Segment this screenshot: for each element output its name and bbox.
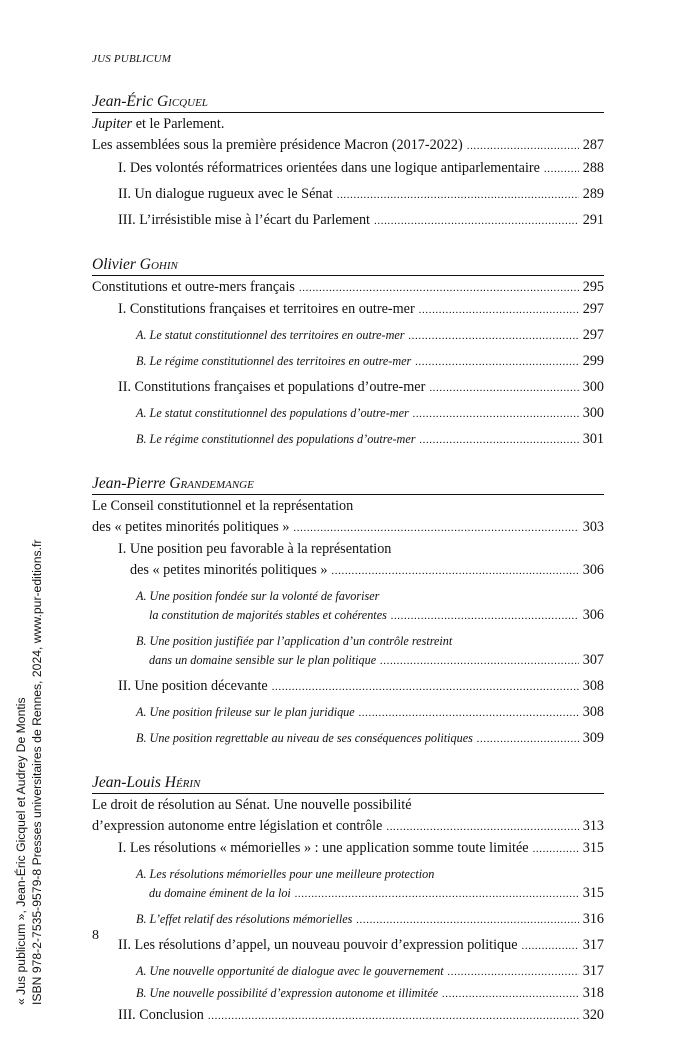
author-name — [92, 255, 604, 274]
author-last-name: Grandemange — [169, 475, 254, 492]
entry-text: II. Constitutions françaises et populations d’outre-mer — [118, 379, 426, 395]
entry-text: d’expression autonome entre législation et contrôle — [92, 818, 383, 834]
entry-page: 313 — [582, 818, 604, 834]
entry-text: B. Une position regrettable au niveau de ses conséquences politiques — [136, 731, 473, 745]
dot-leader — [356, 910, 578, 931]
entry-line2 — [118, 560, 604, 582]
side-credit-line1: « Jus publicum », Jean-Éric Gicquel et Audrey De Montis — [14, 697, 28, 1005]
entry-page: 308 — [582, 678, 604, 694]
toc-subentry[interactable] — [92, 325, 604, 347]
author-name — [92, 92, 604, 111]
dot-leader — [419, 300, 579, 321]
dot-leader — [272, 677, 579, 698]
toc-entry[interactable] — [92, 184, 604, 206]
section-rule — [92, 112, 604, 113]
dot-leader — [374, 211, 579, 232]
toc-subentry[interactable] — [92, 429, 604, 451]
toc-subentry[interactable] — [92, 909, 604, 931]
entry-page: 308 — [582, 704, 604, 720]
entry-text: II. Une position décevante — [118, 678, 268, 694]
author-first-name: Jean-Éric — [92, 93, 157, 110]
author-last-name: Hérin — [164, 774, 201, 791]
entry-page: 297 — [582, 301, 604, 317]
toc-entry[interactable] — [92, 676, 604, 698]
entry-page: 291 — [582, 212, 604, 228]
entry-page: 318 — [582, 985, 604, 1001]
entry-text: II. Les résolutions d’appel, un nouveau pouvoir d’expression politique — [118, 937, 518, 953]
entry-page: 299 — [582, 353, 604, 369]
toc-entry[interactable] — [92, 377, 604, 399]
author-first-name: Olivier — [92, 256, 140, 273]
entry-page: 316 — [582, 911, 604, 927]
dot-leader — [522, 936, 579, 957]
entry-text: dans un domaine sensible sur le plan politique — [149, 653, 377, 667]
entry-text-line1: A. Les résolutions mémorielles pour une meilleure protection — [136, 867, 435, 881]
toc-subentry-multiline[interactable] — [92, 631, 604, 672]
entry-text: B. L’effet relatif des résolutions mémorielles — [136, 912, 353, 926]
author-last-name: Gicquel — [156, 93, 208, 110]
toc-entry[interactable] — [92, 838, 604, 860]
entry-page: 303 — [582, 519, 604, 535]
entry-text: du domaine éminent de la loi — [149, 886, 291, 900]
entry-text: A. Une position frileuse sur le plan juridique — [136, 705, 355, 719]
author-name — [92, 773, 604, 792]
toc-subentry[interactable] — [92, 728, 604, 750]
dot-leader — [467, 136, 579, 157]
dot-leader — [295, 884, 579, 905]
toc-subentry[interactable] — [92, 351, 604, 373]
entry-page: 287 — [582, 137, 604, 153]
toc-entry-main[interactable] — [92, 135, 604, 157]
entry-text: A. Le statut constitutionnel des populations d’outre-mer — [136, 406, 409, 420]
entry-text: des « petites minorités politiques » — [92, 519, 290, 535]
entry-text: B. Le régime constitutionnel des territoires en outre-mer — [136, 354, 412, 368]
dot-leader — [409, 326, 579, 347]
entry-text: I. Constitutions françaises et territoires en outre-mer — [118, 301, 415, 317]
section-rule — [92, 793, 604, 794]
toc-entry[interactable] — [92, 158, 604, 180]
toc-subentry[interactable] — [92, 403, 604, 425]
entry-text: Constitutions et outre-mers français — [92, 279, 295, 295]
entry-page: 320 — [582, 1007, 604, 1023]
entry-page: 301 — [582, 431, 604, 447]
article-title-line: Le Conseil constitutionnel et la représentation — [92, 498, 354, 514]
entry-text: Les assemblées sous la première présidence Macron (2017-2022) — [92, 137, 463, 153]
toc-entry-multiline[interactable] — [92, 539, 604, 582]
entry-page: 307 — [582, 652, 604, 668]
entry-page: 300 — [582, 379, 604, 395]
dot-leader — [448, 962, 579, 983]
entry-text: A. Une nouvelle opportunité de dialogue avec le gouvernement — [136, 964, 444, 978]
toc-section-herin — [92, 773, 604, 1027]
entry-line2 — [136, 605, 604, 627]
toc-section-gohin — [92, 255, 604, 451]
entry-text: A. Le statut constitutionnel des territoires en outre-mer — [136, 328, 405, 342]
dot-leader — [380, 651, 579, 672]
entry-page: 306 — [582, 607, 604, 623]
toc-subentry-multiline[interactable] — [92, 586, 604, 627]
dot-leader — [429, 378, 578, 399]
entry-page: 297 — [582, 327, 604, 343]
toc-section-gicquel — [92, 92, 604, 232]
dot-leader — [533, 839, 579, 860]
toc-subentry[interactable] — [92, 961, 604, 983]
entry-text: II. Un dialogue rugueux avec le Sénat — [118, 186, 333, 202]
dot-leader — [477, 729, 579, 750]
author-name — [92, 474, 604, 493]
section-rule — [92, 494, 604, 495]
dot-leader — [337, 185, 579, 206]
author-last-name: Gohin — [139, 256, 178, 273]
entry-text: I. Les résolutions « mémorielles » : une application somme toute limitée — [118, 840, 529, 856]
dot-leader — [544, 159, 579, 180]
entry-page: 300 — [582, 405, 604, 421]
author-first-name: Jean-Louis — [92, 774, 165, 791]
entry-page: 289 — [582, 186, 604, 202]
side-credit-line2: ISBN 978-2-7535-9579-8 Presses universitaires de Rennes, 2024, www.pur-editions.fr — [29, 539, 44, 1005]
page-number: 8 — [92, 928, 99, 943]
entry-line2 — [136, 883, 604, 905]
toc-subentry[interactable] — [92, 983, 604, 1005]
toc-entry[interactable] — [92, 299, 604, 321]
entry-text: B. Le régime constitutionnel des populations d’outre-mer — [136, 432, 416, 446]
entry-text: I. Des volontés réformatrices orientées dans une logique antiparlementaire — [118, 160, 540, 176]
toc-section-grandemange — [92, 474, 604, 750]
entry-page: 317 — [582, 963, 604, 979]
entry-page: 288 — [582, 160, 604, 176]
article-title-line: Le droit de résolution au Sénat. Une nouvelle possibilité — [92, 797, 412, 813]
toc-entry-main[interactable] — [92, 277, 604, 299]
toc-entry-main[interactable] — [92, 517, 604, 539]
entry-text-line1: I. Une position peu favorable à la représentation — [118, 541, 392, 557]
entry-text: III. Conclusion — [118, 1007, 204, 1023]
toc-entry-main[interactable] — [92, 816, 604, 838]
dot-leader — [413, 404, 579, 425]
entry-text-line1: B. Une position justifiée par l’application d’un contrôle restreint — [136, 634, 453, 648]
author-first-name: Jean-Pierre — [92, 475, 170, 492]
table-of-contents — [92, 92, 604, 1050]
dot-leader — [442, 984, 579, 1005]
section-rule — [92, 275, 604, 276]
entry-line2 — [136, 650, 604, 672]
entry-text: B. Une nouvelle possibilité d’expression autonome et illimitée — [136, 986, 439, 1000]
entry-page: 309 — [582, 730, 604, 746]
entry-text: des « petites minorités politiques » — [130, 562, 328, 578]
dot-leader — [391, 606, 579, 627]
title-italic-word: Jupiter — [92, 116, 133, 132]
entry-page: 315 — [582, 885, 604, 901]
article-title-line — [92, 114, 604, 135]
dot-leader — [359, 703, 579, 724]
entry-text: III. L’irrésistible mise à l’écart du Parlement — [118, 212, 371, 228]
dot-leader — [293, 518, 578, 539]
dot-leader — [386, 817, 578, 838]
dot-leader — [299, 278, 579, 299]
toc-entry[interactable] — [92, 1005, 604, 1027]
dot-leader — [208, 1006, 579, 1027]
entry-text-line1: A. Une position fondée sur la volonté de favoriser — [136, 589, 380, 603]
toc-subentry[interactable] — [92, 702, 604, 724]
dot-leader — [415, 352, 578, 373]
toc-entry[interactable] — [92, 210, 604, 232]
side-credit — [14, 540, 45, 1005]
dot-leader — [331, 561, 578, 582]
title-rest: et le Parlement. — [132, 116, 225, 132]
entry-page: 306 — [582, 562, 604, 578]
running-head: JUS PUBLICUM — [92, 53, 172, 65]
entry-page: 295 — [582, 279, 604, 295]
entry-page: 315 — [582, 840, 604, 856]
dot-leader — [420, 430, 579, 451]
entry-text: la constitution de majorités stables et cohérentes — [149, 608, 387, 622]
toc-entry[interactable] — [92, 935, 604, 957]
entry-page: 317 — [582, 937, 604, 953]
toc-subentry-multiline[interactable] — [92, 864, 604, 905]
